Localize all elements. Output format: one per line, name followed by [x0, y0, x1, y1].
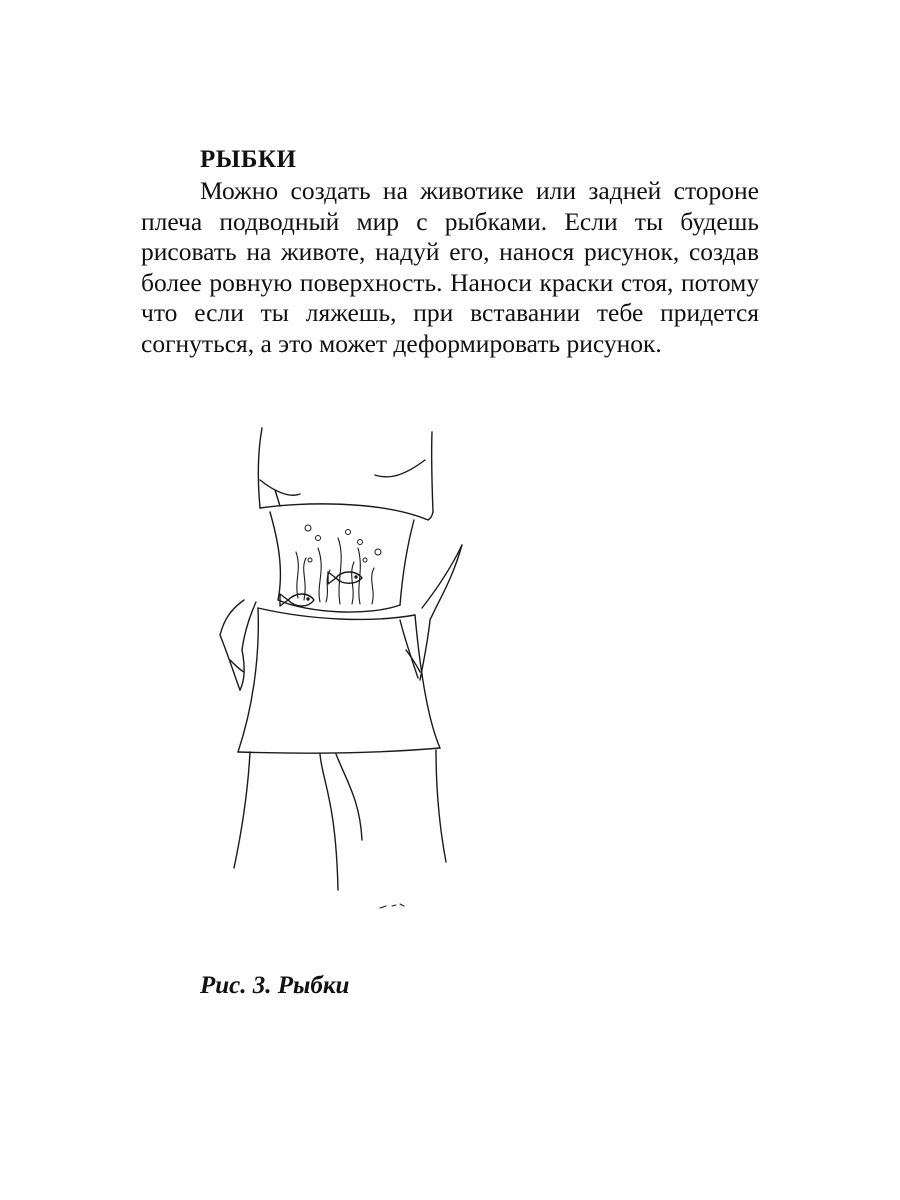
torso-drawing	[200, 420, 500, 920]
figure-illustration	[200, 420, 500, 920]
skirt-outline	[238, 608, 440, 753]
section-paragraph: Можно создать на животике или задней стороне плеча подводный мир с рыбками. Если ты будешь рисовать на животе, надуй его, нанося рисунок, создав более ровную поверхность. Наноси краски стоя, потому что если ты ляжешь, при вставании тебе придется согнуться, а это может деформировать рисунок.	[141, 176, 759, 358]
legs-outline	[234, 750, 446, 890]
seaweed-strokes	[296, 538, 374, 604]
left-arm	[220, 600, 256, 690]
bubbles	[305, 525, 381, 562]
fish-left-icon	[280, 594, 314, 606]
figure-caption: Рис. 3. Рыбки	[200, 972, 350, 999]
stray-marks	[380, 904, 404, 908]
right-arm	[400, 545, 462, 680]
fish-right-icon	[328, 572, 362, 584]
shirt-outline	[258, 428, 433, 520]
section-heading: РЫБКИ	[200, 146, 297, 173]
